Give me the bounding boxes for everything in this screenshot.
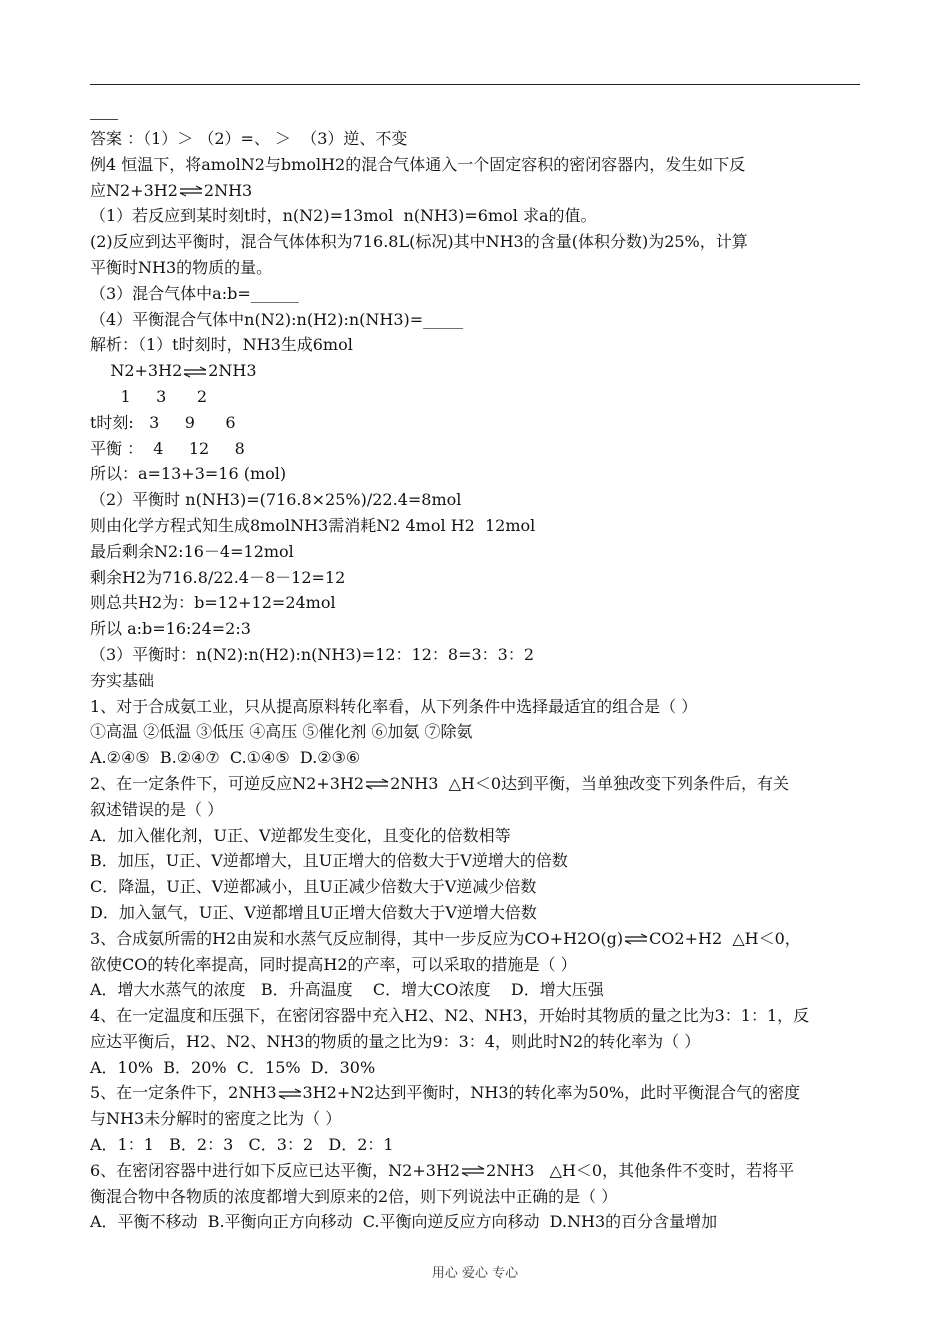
text-line: （1）若反应到某时刻t时，n(N2)=13mol n(NH3)=6mol 求a的值。 [90, 206, 597, 226]
equilibrium-arrow-icon [183, 366, 207, 378]
text-line: B．加压，U正、V逆都增大，且U正增大的倍数大于V逆增大的倍数 [90, 851, 568, 871]
text-line: ①高温 ②低温 ③低压 ④高压 ⑤催化剂 ⑥加氨 ⑦除氨 [90, 722, 473, 742]
text-line: t时刻: 3 9 6 [90, 412, 236, 432]
text-line: A．10% B．20% C．15% D．30% [90, 1057, 376, 1077]
text-line: 最后剩余N2:16－4=12mol [90, 541, 294, 561]
text-line [90, 771, 865, 797]
text-segment: 2NH3 △H＜0达到平衡，当单独改变下列条件后，有关 [390, 773, 790, 793]
text-segment: 2NH3 [203, 180, 253, 200]
text-line: 应达平衡后，H2、N2、NH3的物质的量之比为9：3：4，则此时N2的转化率为（ ） [90, 1031, 701, 1051]
text-segment: 3H2+N2达到平衡时，NH3的转化率为50%，此时平衡混合气的密度 [302, 1083, 801, 1103]
text-line: 4、在一定温度和压强下，在密闭容器中充入H2、N2、NH3，开始时其物质的量之比为3：1：1，反 [90, 1006, 810, 1026]
text-line: A．1：1 B．2：3 C．3：2 D．2：1 [90, 1135, 394, 1155]
text-line: 叙述错误的是（ ） [90, 799, 224, 819]
text-segment: 2NH3 [208, 361, 257, 381]
text-line: C．降温，U正、V逆都减小，且U正减少倍数大于V逆减少倍数 [90, 877, 537, 897]
text-line: 例4 恒温下，将amolN2与bmolH2的混合气体通入一个固定容积的密闭容器内，发生如下反 [90, 154, 746, 174]
text-segment: 5、在一定条件下，2NH3 [90, 1083, 277, 1103]
text-line: 1 3 2 [90, 386, 207, 406]
document-body [90, 126, 865, 1235]
text-line: 剩余H2为716.8/22.4－8－12=12 [90, 567, 346, 587]
text-line: A．加入催化剂，U正、V逆都发生变化，且变化的倍数相等 [90, 825, 511, 845]
text-line: （4）平衡混合气体中n(N2):n(H2):n(NH3)=_____ [90, 309, 464, 329]
text-segment: 3、合成氨所需的H2由炭和水蒸气反应制得，其中一步反应为CO+H2O(g) [90, 928, 624, 948]
text-line: 平衡时NH3的物质的量。 [90, 257, 273, 277]
text-line: A.②④⑤ B.②④⑦ C.①④⑤ D.②③⑥ [90, 748, 361, 768]
text-line [90, 1158, 865, 1184]
text-line [90, 1080, 865, 1106]
text-line: 则总共H2为：b=12+12=24mol [90, 593, 336, 613]
text-segment: 6、在密闭容器中进行如下反应已达平衡，N2+3H2 [90, 1160, 461, 1180]
text-line: 所以 a:b=16:24=2:3 [90, 619, 251, 639]
text-segment: 应N2+3H2 [90, 180, 178, 200]
text-line: 平衡 ： 4 12 8 [90, 438, 245, 458]
header-mark [90, 119, 118, 120]
text-segment: 2、在一定条件下，可逆反应N2+3H2 [90, 773, 365, 793]
equilibrium-arrow-icon [624, 933, 648, 945]
text-line: （3）平衡时：n(N2):n(H2):n(NH3)=12：12：8=3：3：2 [90, 644, 535, 664]
page-footer: 用心 爱心 专心 [431, 1266, 519, 1281]
equilibrium-arrow-icon [365, 778, 389, 790]
text-line: （2）平衡时 n(NH3)=(716.8×25%)/22.4=8mol [90, 490, 462, 510]
text-segment: 2NH3 △H＜0，其他条件不变时，若将平 [486, 1160, 795, 1180]
text-line: 欲使CO的转化率提高，同时提高H2的产率，可以采取的措施是（ ） [90, 954, 577, 974]
text-line: (2)反应到达平衡时，混合气体体积为716.8L(标况)其中NH3的含量(体积分数)为25%，计算 [90, 232, 748, 252]
equilibrium-arrow-icon [461, 1165, 485, 1177]
equilibrium-arrow-icon [278, 1088, 302, 1100]
text-segment: N2+3H2 [90, 361, 183, 381]
header-rule [90, 84, 860, 85]
text-line: 解析：（1）t时刻时，NH3生成6mol [90, 335, 353, 355]
text-line: 1、对于合成氨工业，只从提高原料转化率看，从下列条件中选择最适宜的组合是（ ） [90, 696, 698, 716]
text-line: 答案 ：（1）＞ （2）=、 ＞ （3）逆、不变 [90, 129, 408, 148]
text-line: A．增大水蒸气的浓度 B．升高温度 C．增大CO浓度 D．增大压强 [90, 980, 604, 1000]
text-line: 衡混合物中各物质的浓度都增大到原来的2倍，则下列说法中正确的是（ ） [90, 1186, 618, 1206]
text-line: （3）混合气体中a:b=______ [90, 283, 299, 303]
equilibrium-arrow-icon [179, 185, 203, 197]
text-line: 夯实基础 [90, 670, 155, 690]
text-line: 与NH3未分解时的密度之比为（ ） [90, 1109, 342, 1129]
text-line: 所以：a=13+3=16 (mol) [90, 464, 287, 484]
text-line [90, 358, 865, 384]
text-line [90, 926, 865, 952]
text-line: D．加入氩气，U正、V逆都增且U正增大倍数大于V逆增大倍数 [90, 902, 537, 922]
text-line: A．平衡不移动 B.平衡向正方向移动 C.平衡向逆反应方向移动 D.NH3的百分含量增加 [90, 1212, 718, 1232]
text-line: 则由化学方程式知生成8molNH3需消耗N2 4mol H2 12mol [90, 515, 536, 535]
text-line [90, 178, 865, 204]
text-segment: CO2+H2 △H＜0， [649, 928, 801, 948]
